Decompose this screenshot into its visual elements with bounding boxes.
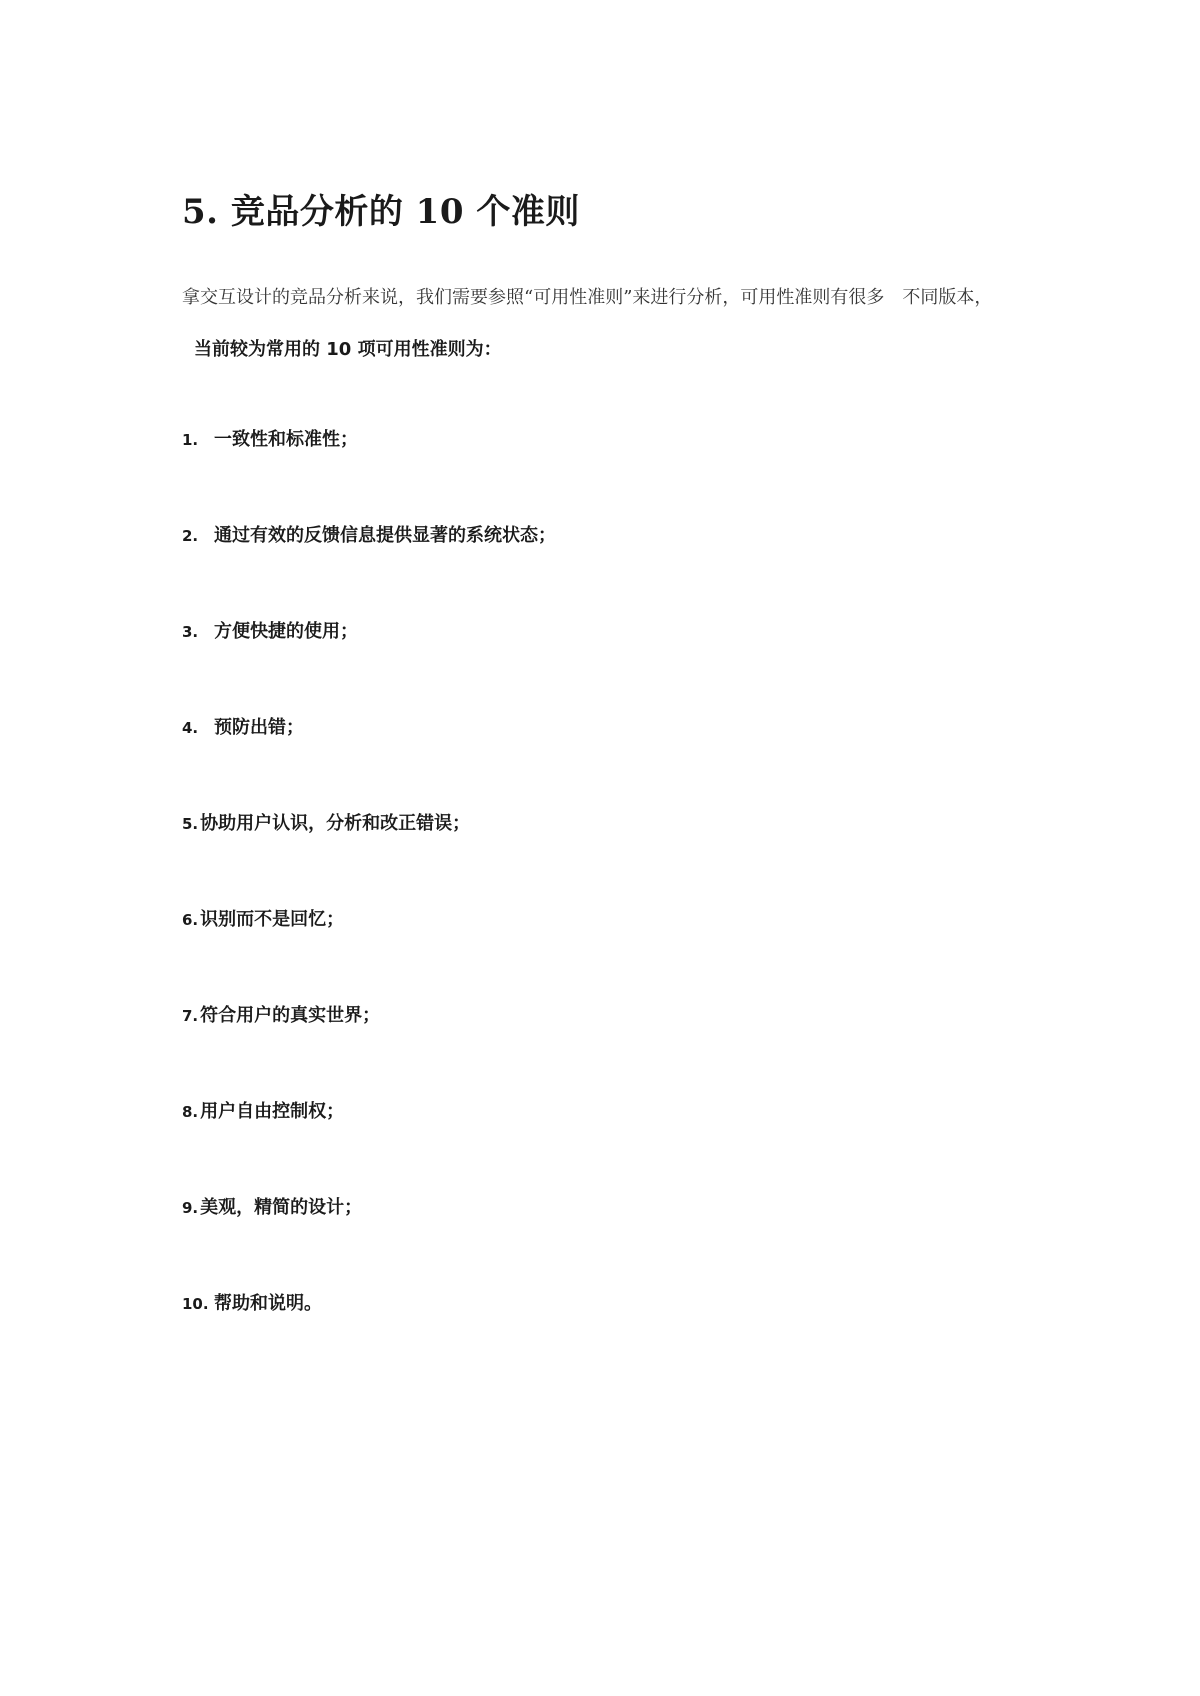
intro-paragraph [182,272,1022,376]
rule-number: 8. [182,1103,199,1121]
rule-number: 10. [182,1295,209,1313]
rule-text: 预防出错； [214,717,304,738]
rule-number: 5. [182,815,199,833]
list-item [182,994,556,1090]
intro-text: 拿交互设计的竞品分析来说，我们需要参照“可用性准则”来进行分析，可用性准则有很多 不同版本， [182,287,993,308]
rule-text: 符合用户的真实世界； [200,1005,381,1026]
list-item [182,898,556,994]
list-item [182,1186,556,1282]
rule-text: 通过有效的反馈信息提供显著的系统状态； [214,525,556,546]
rule-text: 一致性和标准性； [214,429,358,450]
rule-number: 7. [182,1007,199,1025]
rule-number: 2. [182,527,199,545]
rule-number: 9. [182,1199,199,1217]
intro-emphasis: 当前较为常用的 10 项可用性准则为： [194,339,502,360]
rule-number: 3. [182,623,199,641]
list-item [182,418,556,514]
rule-text: 方便快捷的使用； [214,621,358,642]
rule-text: 帮助和说明。 [214,1293,322,1314]
section-heading: 5. 竞品分析的 10 个准则 [182,192,580,232]
rule-text: 识别而不是回忆； [200,909,345,930]
list-item [182,1282,556,1378]
list-item [182,1090,556,1186]
rule-number: 6. [182,911,199,929]
rule-text: 协助用户认识，分析和改正错误； [200,813,471,834]
list-item [182,802,556,898]
rule-text: 美观，精简的设计； [200,1197,363,1218]
usability-rules-list [182,418,556,1378]
list-item [182,514,556,610]
rule-number: 1. [182,431,199,449]
rule-text: 用户自由控制权； [200,1101,345,1122]
list-item [182,706,556,802]
rule-number: 4. [182,719,199,737]
list-item [182,610,556,706]
